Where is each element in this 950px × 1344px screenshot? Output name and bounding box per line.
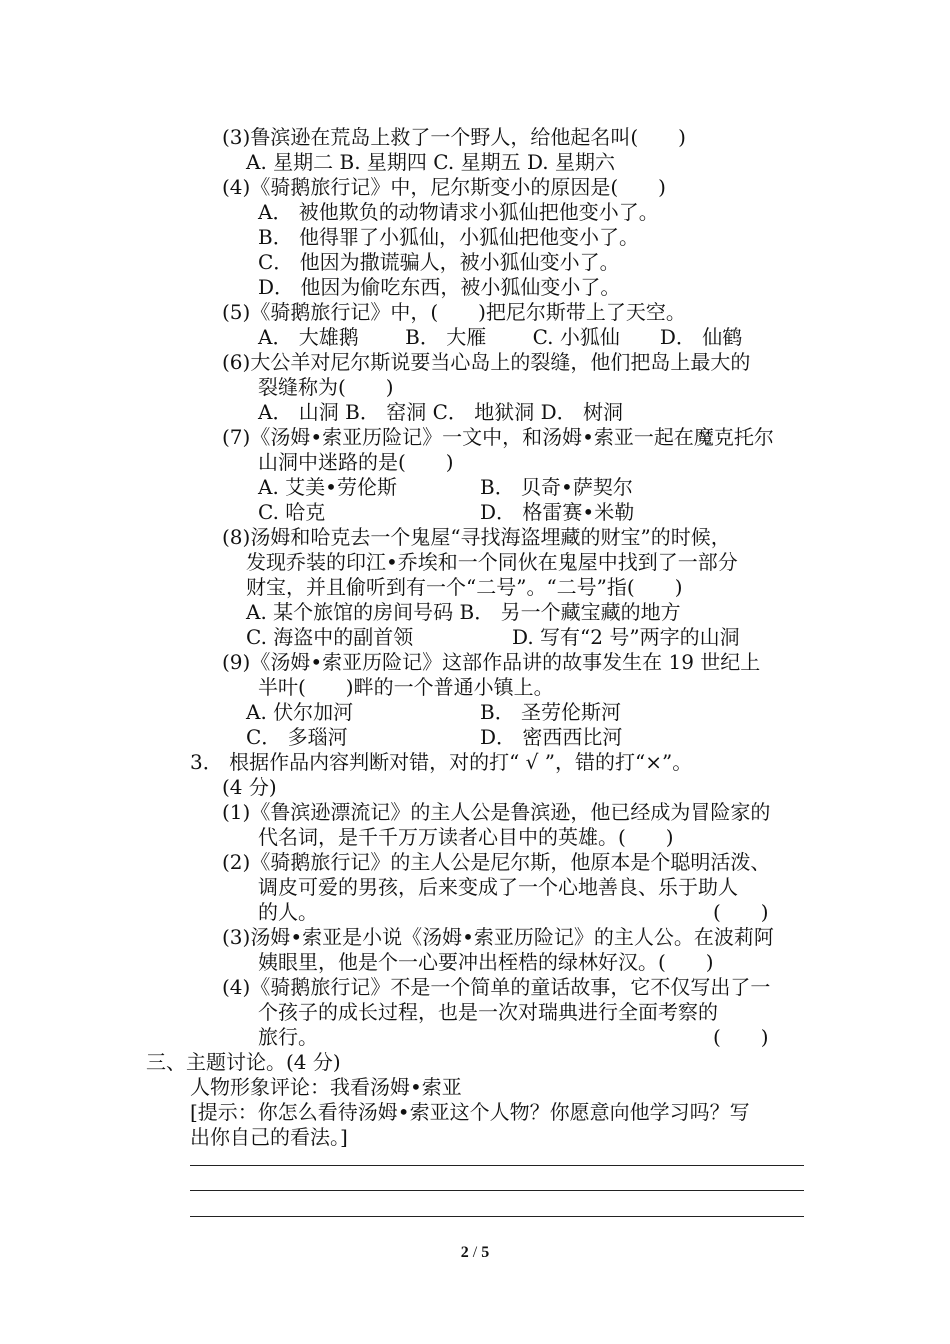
question-9-stem-cont: 半叶( )畔的一个普通小镇上。	[258, 675, 554, 699]
question-7-option-d: D． 格雷赛•米勒	[480, 500, 635, 524]
question-6-stem: (6)大公羊对尼尔斯说要当心岛上的裂缝，他们把岛上最大的	[222, 350, 751, 374]
question-3-options: A. 星期二 B. 星期四 C. 星期五 D. 星期六	[246, 150, 615, 174]
question-4-stem: (4)《骑鹅旅行记》中，尼尔斯变小的原因是( )	[222, 175, 666, 199]
question-8-options-ab: A. 某个旅馆的房间号码 B． 另一个藏宝藏的地方	[246, 600, 681, 624]
theme-hint-cont: 出你自己的看法。]	[190, 1125, 348, 1149]
question-8-stem: (8)汤姆和哈克去一个鬼屋“寻找海盗埋藏的财宝”的时候，	[222, 525, 731, 549]
question-4-option-d: D． 他因为偷吃东西，被小狐仙变小了。	[258, 275, 621, 299]
judge-2-text: (2)《骑鹅旅行记》的主人公是尼尔斯，他原本是个聪明活泼、	[222, 850, 771, 874]
question-8-option-d: D. 写有“2 号”两字的山洞	[512, 625, 740, 649]
page-separator: /	[468, 1244, 482, 1261]
page-current: 2	[460, 1244, 469, 1261]
question-9-option-c: C． 多瑙河	[246, 725, 348, 749]
question-9-option-b: B． 圣劳伦斯河	[480, 700, 622, 724]
theme-prompt: 人物形象评论：我看汤姆•索亚	[190, 1075, 462, 1099]
page-number	[0, 1244, 950, 1262]
question-6-stem-cont: 裂缝称为( )	[258, 375, 394, 399]
question-4-option-b: B． 他得罪了小狐仙，小狐仙把他变小了。	[258, 225, 640, 249]
question-7-stem: (7)《汤姆•索亚历险记》一文中，和汤姆•索亚一起在魔克托尔	[222, 425, 774, 449]
question-3-stem: (3)鲁滨逊在荒岛上救了一个野人，给他起名叫( )	[222, 125, 686, 149]
page-total: 5	[481, 1244, 490, 1261]
question-9-option-d: D． 密西西比河	[480, 725, 623, 749]
question-4-option-c: C． 他因为撒谎骗人，被小狐仙变小了。	[258, 250, 620, 274]
judge-1-text: (1)《鲁滨逊漂流记》的主人公是鲁滨逊，他已经成为冒险家的	[222, 800, 771, 824]
judge-3-text: (3)汤姆•索亚是小说《汤姆•索亚历险记》的主人公。在波莉阿	[222, 925, 774, 949]
theme-hint: [提示：你怎么看待汤姆•索亚这个人物？你愿意向他学习吗？写	[190, 1100, 750, 1124]
question-7-stem-cont: 山洞中迷路的是( )	[258, 450, 454, 474]
answer-line-3[interactable]	[190, 1216, 804, 1217]
judge-2-answer-blank: ( )	[713, 900, 769, 924]
question-8-stem-cont-2: 财宝，并且偷听到有一个“二号”。“二号”指( )	[246, 575, 683, 599]
judge-4-text: (4)《骑鹅旅行记》不是一个简单的童话故事，它不仅写出了一	[222, 975, 771, 999]
question-9-option-a: A. 伏尔加河	[246, 700, 354, 724]
question-7-option-c: C. 哈克	[258, 500, 326, 524]
judge-1-text-cont: 代名词，是千千万万读者心目中的英雄。( )	[258, 825, 674, 849]
question-4-option-a: A． 被他欺负的动物请求小狐仙把他变小了。	[258, 200, 659, 224]
section-theme-heading: 三、主题讨论。(4 分)	[146, 1050, 341, 1074]
question-5-stem: (5)《骑鹅旅行记》中，( )把尼尔斯带上了天空。	[222, 300, 686, 324]
question-6-options: A． 山洞 B． 窑洞 C． 地狱洞 D． 树洞	[258, 400, 623, 424]
section-3-points: (4 分)	[222, 775, 277, 799]
question-9-stem: (9)《汤姆•索亚历险记》这部作品讲的故事发生在 19 世纪上	[222, 650, 761, 674]
judge-3-text-cont: 姨眼里，他是个一心要冲出桎梏的绿林好汉。( )	[258, 950, 714, 974]
judge-2-text-cont-2: 的人。	[258, 900, 318, 924]
judge-4-text-cont-2: 旅行。	[258, 1025, 318, 1049]
question-8-option-c: C. 海盗中的副首领	[246, 625, 414, 649]
question-7-option-b: B． 贝奇•萨契尔	[480, 475, 633, 499]
question-8-stem-cont-1: 发现乔装的印江•乔埃和一个同伙在鬼屋中找到了一部分	[246, 550, 738, 574]
judge-2-text-cont-1: 调皮可爱的男孩，后来变成了一个心地善良、乐于助人	[258, 875, 738, 899]
judge-4-answer-blank: ( )	[713, 1025, 769, 1049]
question-5-options: A． 大雄鹅 B． 大雁 C. 小狐仙 D． 仙鹤	[258, 325, 743, 349]
answer-line-2[interactable]	[190, 1190, 804, 1191]
section-3-heading: 3． 根据作品内容判断对错，对的打“ √ ”，错的打“×”。	[190, 750, 693, 774]
question-7-option-a: A. 艾美•劳伦斯	[258, 475, 397, 499]
judge-4-text-cont-1: 个孩子的成长过程，也是一次对瑞典进行全面考察的	[258, 1000, 718, 1024]
answer-line-1[interactable]	[190, 1165, 804, 1166]
